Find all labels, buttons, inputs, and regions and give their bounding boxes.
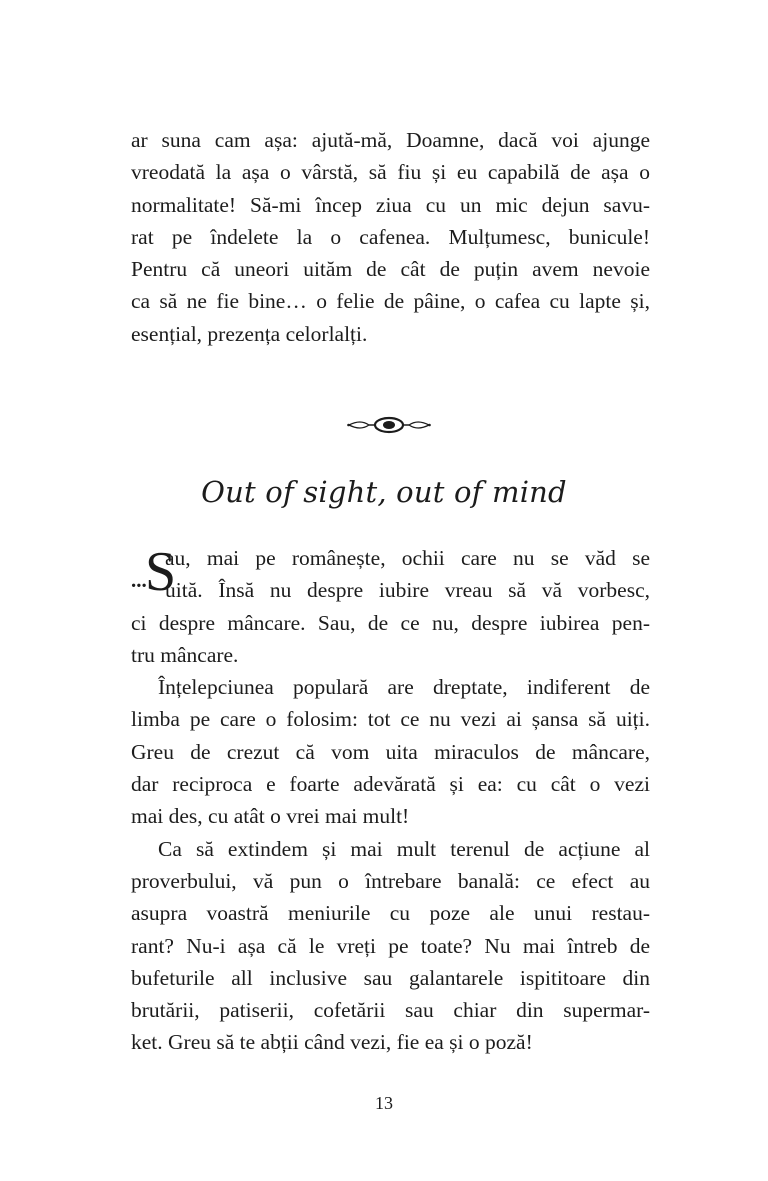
text-line: uită. Însă nu despre iubire vreau să vă vorbesc, — [165, 578, 650, 603]
text-line: bufeturile all inclusive sau galantarele ispititoare din — [131, 965, 650, 990]
text-line: limba pe care o folosim: tot ce nu vezi ai șansa să uiți. — [131, 707, 650, 732]
text-line: tru mâncare. — [131, 642, 239, 667]
text-line: mai des, cu atât o vrei mai mult! — [131, 804, 410, 829]
page-number: 13 — [375, 1093, 393, 1113]
text-line: rant? Nu-i așa că le vreți pe toate? Nu mai întreb de — [131, 933, 650, 958]
text-line: ca să ne fie bine… o felie de pâine, o cafea cu lapte și, — [131, 289, 650, 314]
top-paragraph — [131, 124, 650, 350]
text-line: normalitate! Să-mi încep ziua cu un mic dejun savu- — [131, 192, 650, 217]
text-line: rat pe îndelete la o cafenea. Mulțumesc, bunicule! — [131, 224, 650, 249]
text-line: Greu de crezut că vom uita miraculos de mâncare, — [131, 739, 650, 764]
text-line: ar suna cam așa: ajută-mă, Doamne, dacă voi ajunge — [131, 128, 650, 152]
first-paragraph — [131, 542, 650, 607]
text-line: vreodată la așa o vârstă, să fiu și eu capabilă de așa o — [131, 160, 650, 185]
text-line: brutării, patiserii, cofetării sau chiar din supermar- — [131, 998, 650, 1023]
text-line: asupra voastră meniurile cu poze ale unui restau- — [131, 901, 650, 926]
flourish-ornament-icon — [347, 415, 431, 435]
text-line: dar reciproca e foarte adevărată și ea: cu cât o vezi — [131, 772, 650, 797]
text-line: proverbului, vă pun o întrebare banală: ce efect au — [131, 868, 650, 893]
text-line: ci despre mâncare. Sau, de ce nu, despre iubirea pen- — [131, 610, 650, 635]
text-line: esențial, prezența celorlalți. — [131, 321, 368, 346]
text-line: Înțelepciunea populară are dreptate, indiferent de — [158, 675, 650, 700]
text-line: Pentru că uneori uităm de cât de puțin avem nevoie — [131, 257, 650, 282]
text-line: au, mai pe românește, ochii care nu se văd se — [165, 546, 650, 570]
text-line: ket. Greu să te abții când vezi, fie ea și o poză! — [131, 1030, 533, 1055]
section-body — [131, 542, 650, 1059]
section-title: Out of sight, out of mind — [201, 475, 567, 509]
text-line: Ca să extindem și mai mult terenul de acțiune al — [158, 836, 650, 861]
dropcap-ellipsis: ... — [131, 568, 147, 592]
dropcap-letter: S — [145, 541, 177, 603]
